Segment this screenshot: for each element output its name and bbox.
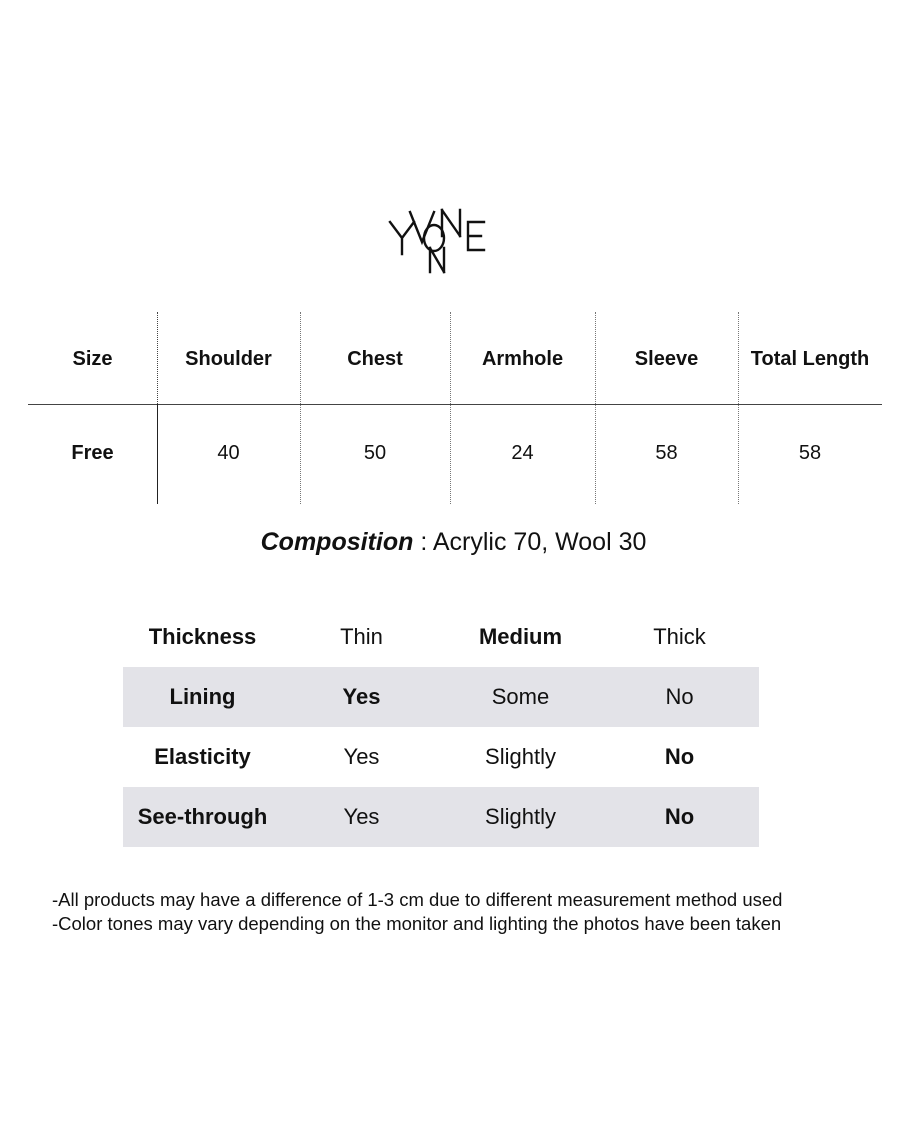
composition [0,528,907,557]
cell-chest: 50 [363,441,387,464]
property-name: Thickness [148,624,257,649]
note-measurement: -All products may have a difference of 1-3 cm due to different measurement method used [52,889,783,910]
property-option: No [665,684,694,709]
property-option: Some [491,684,550,709]
header-size: Size [72,347,113,370]
property-name: See-through [137,804,268,829]
property-option: No [664,744,695,769]
property-option: Yes [343,804,380,829]
header-shoulder: Shoulder [185,347,272,370]
property-row-elasticity [123,727,759,787]
disclaimer-notes [52,888,872,936]
property-name: Lining [169,684,236,709]
column-divider [738,312,739,504]
property-option: Yes [342,684,381,709]
property-option: Slightly [485,804,556,829]
column-divider [595,312,596,504]
property-row-see-through [123,787,759,847]
property-row-thickness [123,607,759,667]
property-option: Thin [340,624,383,649]
cell-armhole: 24 [511,441,534,464]
column-divider [300,312,301,504]
header-total-length: Total Length [750,347,870,370]
note-color: -Color tones may vary depending on the monitor and lighting the photos have been taken [52,913,782,934]
size-table [28,312,882,504]
column-divider [157,404,158,504]
cell-shoulder: 40 [217,441,240,464]
property-option: No [664,804,695,829]
brand-logo [380,198,510,278]
property-option: Yes [343,744,380,769]
cell-size: Free [71,441,114,464]
header-sleeve: Sleeve [634,347,699,370]
composition-separator: : [413,528,433,556]
property-option: Slightly [485,744,556,769]
property-name: Elasticity [154,744,251,769]
column-divider [157,312,158,404]
cell-sleeve: 58 [655,441,678,464]
property-option: Thick [653,624,706,649]
header-armhole: Armhole [481,347,564,370]
header-chest: Chest [347,347,403,370]
composition-value: Acrylic 70, Wool 30 [432,528,647,556]
property-option: Medium [478,624,563,649]
composition-label: Composition [260,528,414,556]
cell-total-length: 58 [798,441,822,464]
fabric-properties-table [123,607,759,847]
property-row-lining [123,667,759,727]
column-divider [450,312,451,504]
